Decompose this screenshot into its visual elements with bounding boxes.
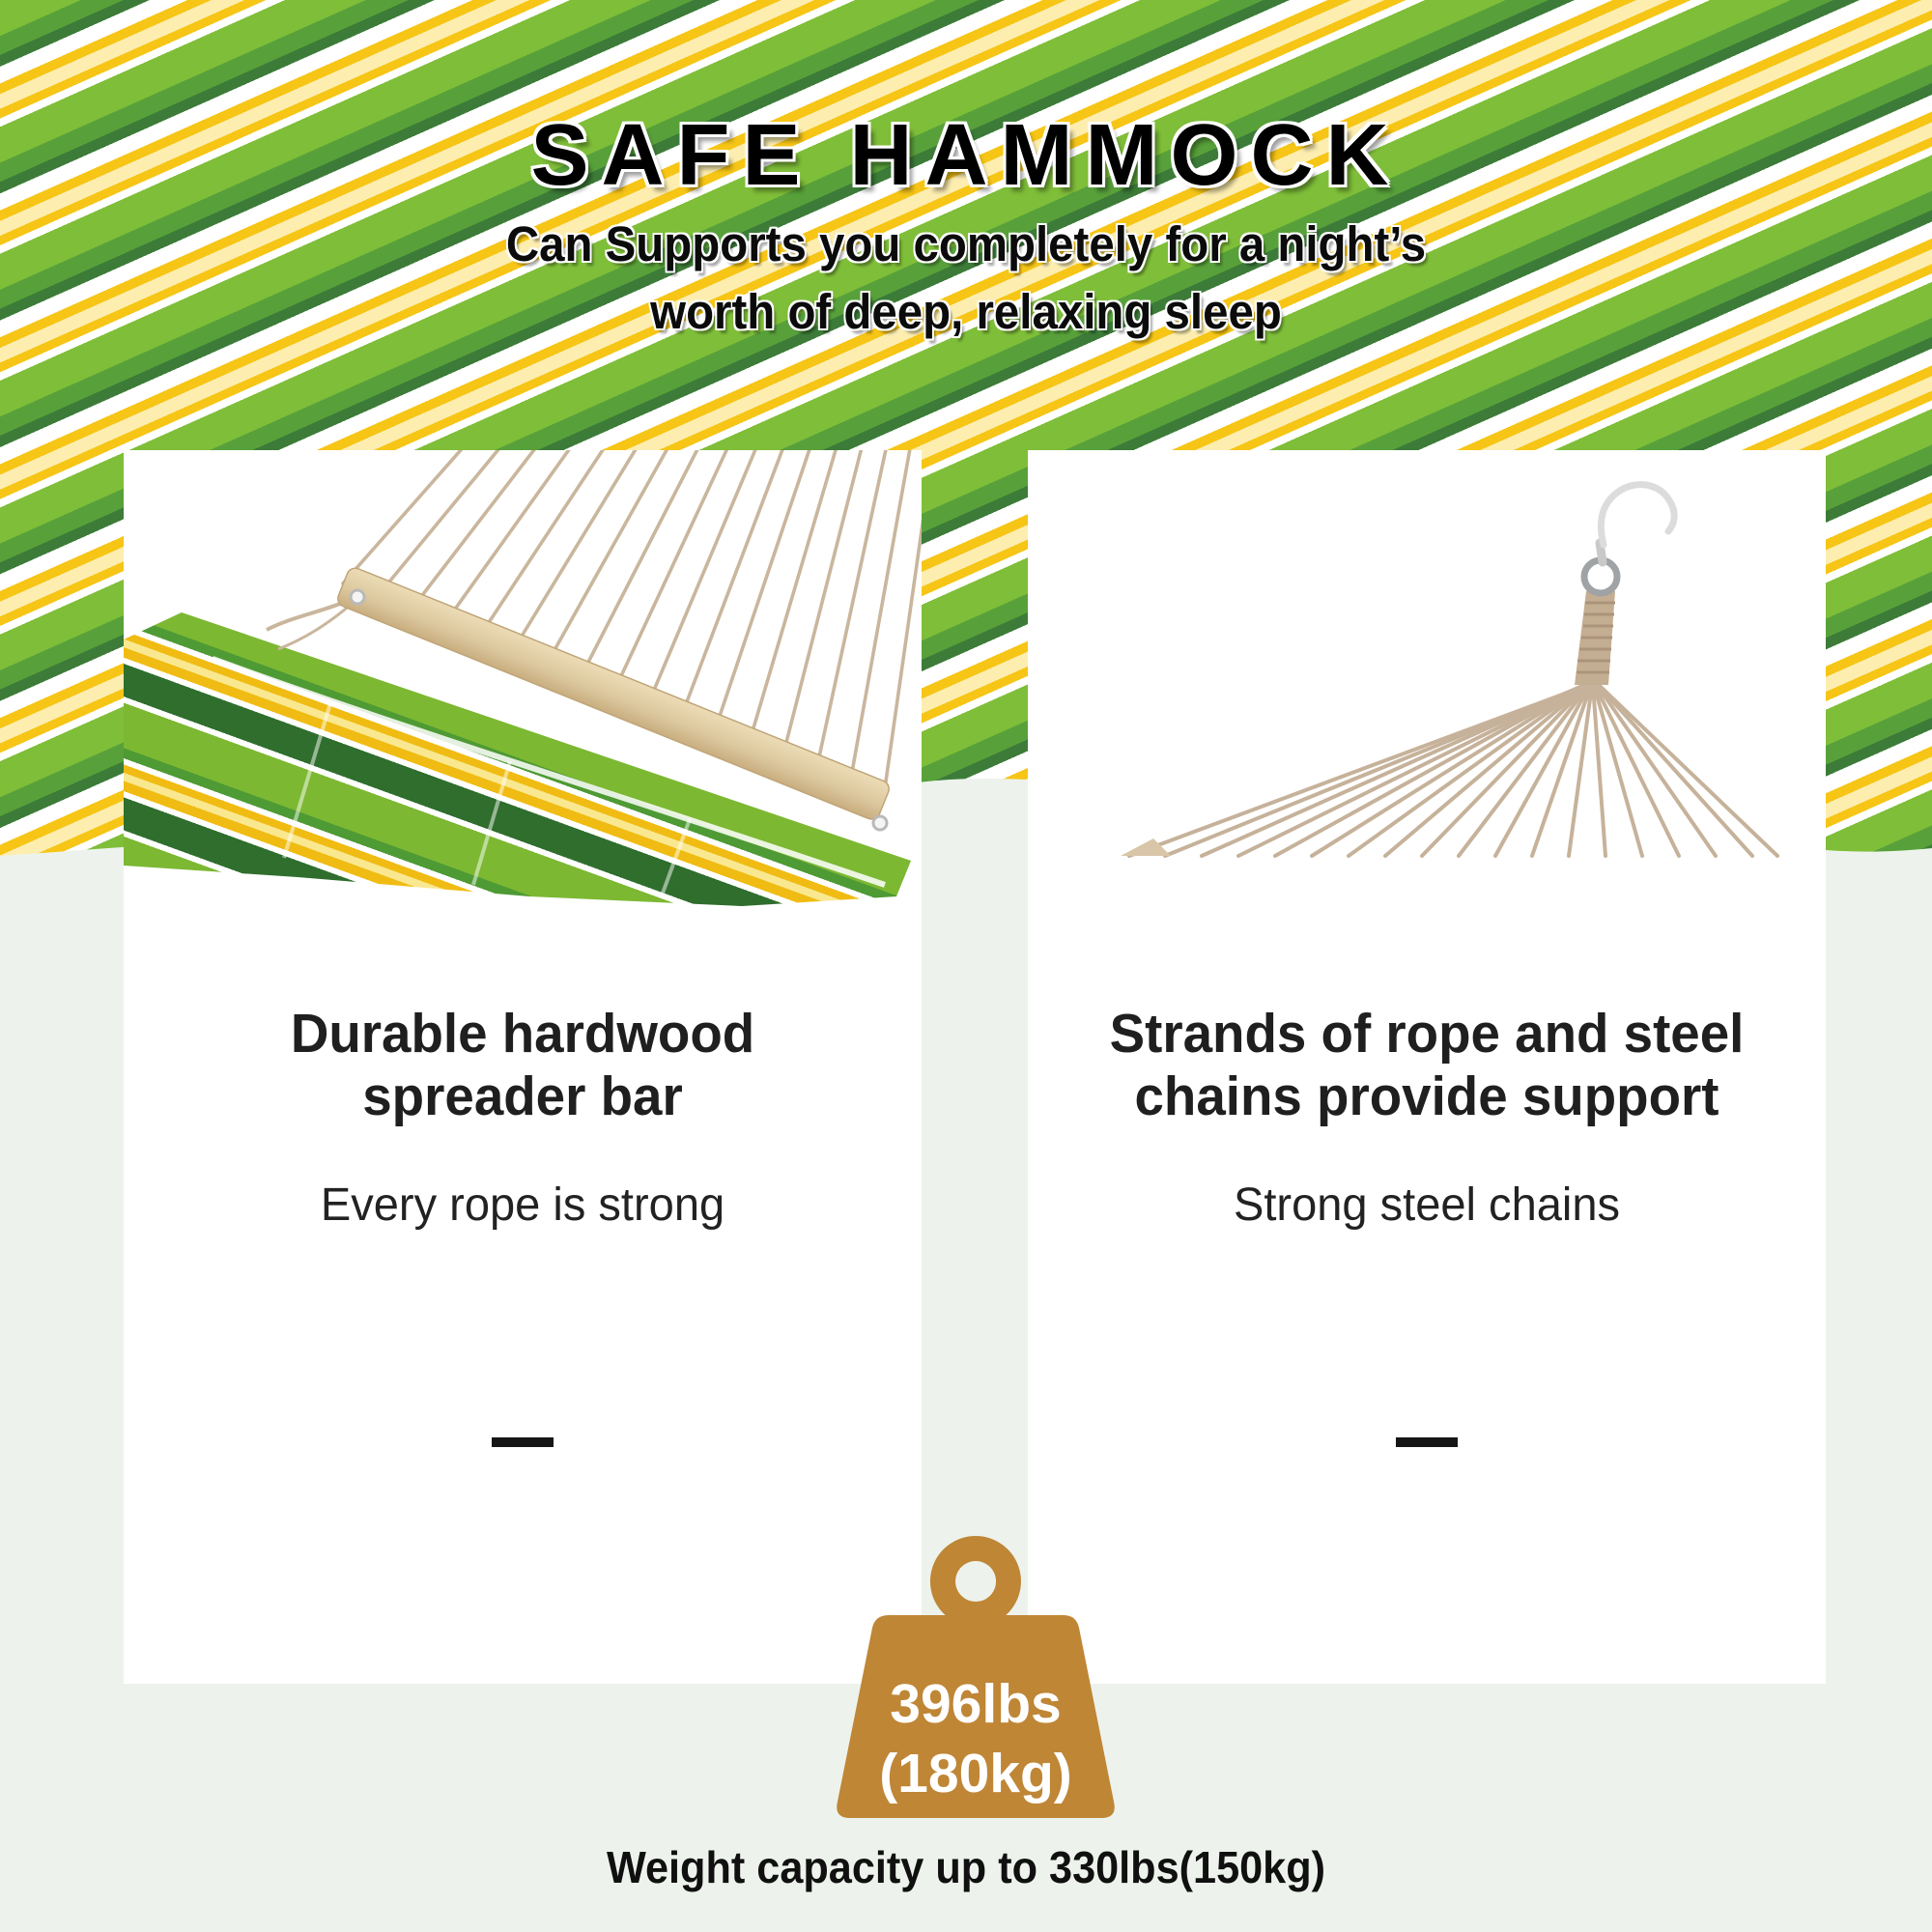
- feature-card-rope-chains: [1028, 450, 1826, 1684]
- page-title: SAFE HAMMOCK: [530, 107, 1402, 204]
- divider-dash: [492, 1437, 554, 1447]
- weight-badge: [829, 1528, 1122, 1828]
- weight-lbs: 396lbs: [890, 1673, 1062, 1735]
- weight-kg: (180kg): [879, 1743, 1072, 1804]
- rope-hook-illustration: [1028, 450, 1826, 1015]
- spreader-bar-ropes-illustration: [124, 450, 922, 1015]
- grommet-icon: [873, 816, 887, 830]
- card-subtext: Strong steel chains: [1233, 1179, 1621, 1231]
- card-heading-line1: Durable hardwood: [290, 1003, 755, 1065]
- feature-card-spreader-bar: [124, 450, 922, 1684]
- grommet-icon: [351, 590, 364, 604]
- hero-subtitle-line2: worth of deep, relaxing sleep: [650, 284, 1282, 339]
- card-heading: [124, 1003, 922, 1128]
- hero-subtitle-line1: Can Supports you completely for a night’s: [505, 216, 1427, 271]
- hero-subtitle: [0, 211, 1932, 346]
- card-heading-line1: Strands of rope and steel: [1109, 1003, 1745, 1065]
- spreader-bar-photo: [124, 450, 922, 1015]
- card-heading: [1028, 1003, 1826, 1128]
- card-heading-line2: chains provide support: [1134, 1065, 1719, 1127]
- weight-badge-text: [829, 1669, 1122, 1808]
- rope-hook-photo: [1028, 450, 1826, 1015]
- weight-capacity-caption: Weight capacity up to 330lbs(150kg): [606, 1842, 1326, 1892]
- divider-dash: [1396, 1437, 1458, 1447]
- hanging-hook-icon: [1601, 485, 1674, 545]
- card-heading-line2: spreader bar: [362, 1065, 683, 1127]
- card-subtext: Every rope is strong: [320, 1179, 725, 1231]
